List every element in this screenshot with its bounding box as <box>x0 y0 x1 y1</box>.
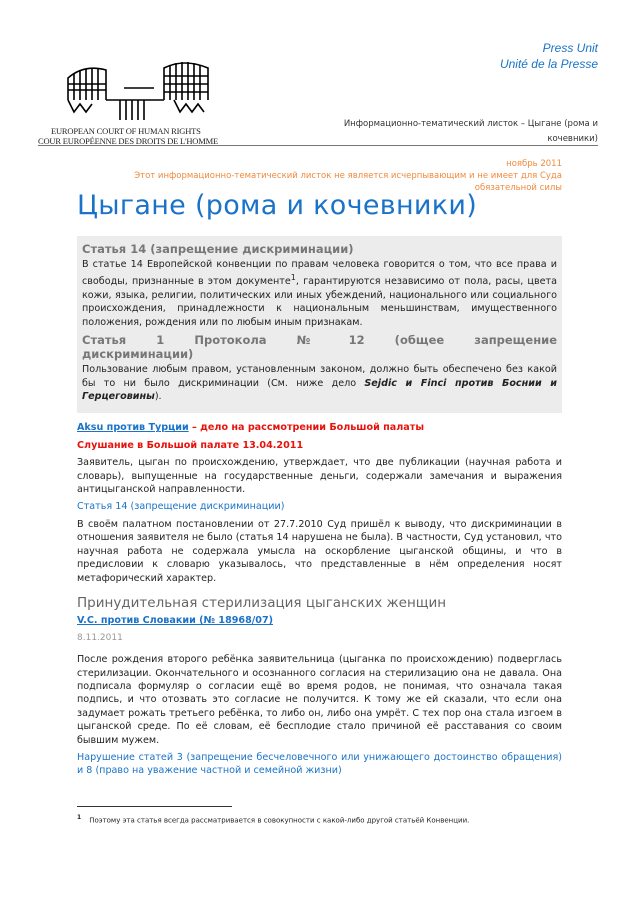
case-violation: Нарушение статей 3 (запрещение бесчеловечного или унижающего достоинство обращения) и 8 (право на уважение частной и семейной жизни) <box>77 751 562 777</box>
case-ruling: В своём палатном постановлении от 27.7.2010 Суд пришёл к выводу, что дискриминации в отношения заявителя не было (статья 14 нарушена не была). В частности, Суд установил, что научная работа не содержала умысла на оскорбление цыганской общины, и что в предисловии к словарю указывалось, что представленные в нём определения носят метафорический характер. <box>77 518 562 584</box>
judgment-date: 8.11.2011 <box>77 632 123 643</box>
main-content <box>77 236 562 782</box>
case-aksu-link[interactable]: Aksu против Турции <box>77 422 189 434</box>
case-facts: После рождения второго ребёнка заявительница (цыганка по происхождению) подверглась стерилизации. Окончательного и осознанного согласия на стерилизацию она не давала. Она подписала формуляр о согласии ещё во время родов, не понимая, что означала такая подпись, и что отозвать это согласие не получится. К тому же ей сказали, что если она задумает рожать третьего ребёнка, то либо он, либо она умрёт. С тех пор она стала изгоем в цыганской среде. По её словам, её бесплодие стало причиной её расставания со своим бывшим мужем. <box>77 654 562 746</box>
case-reference: Sejdic и Finci против Боснии и Герцеговины <box>82 377 557 403</box>
case-facts: Заявитель, цыган по происхождению, утверждает, что две публикации (научная работа и словарь), выпущенные на государственные деньги, содержали замечания и выражения антицыганской направленности. <box>77 457 562 496</box>
press-unit <box>500 40 598 72</box>
protocol12-heading: Статья 1 Протокола № 12 (общее запрещение дискриминации) <box>82 333 557 362</box>
hearing-date: Слушание в Большой палате 13.04.2011 <box>77 439 304 451</box>
case-status: – дело на рассмотрении Большой палаты <box>188 422 424 434</box>
footnote-divider <box>77 806 232 807</box>
case-article: Статья 14 (запрещение дискриминации) <box>77 501 285 513</box>
footnote-number: 1 <box>77 814 82 821</box>
text: ). <box>154 391 162 403</box>
page-title: Цыгане (рома и кочевники) <box>77 190 478 221</box>
press-unit-en: Press Unit <box>542 41 598 55</box>
case-aksu-title <box>77 421 562 434</box>
footnote <box>77 814 469 824</box>
court-name-en: EUROPEAN COURT OF HUMAN RIGHTS <box>51 126 201 136</box>
court-building-icon <box>64 60 214 122</box>
article14-heading: Статья 14 (запрещение дискриминации) <box>82 242 354 256</box>
press-unit-fr: Unité de la Presse <box>499 57 598 71</box>
footnote-text: Поэтому эта статья всегда рассматривается в совокупности с какой-либо другой статьёй Конвенции. <box>89 816 470 825</box>
case-vc-link[interactable]: V.C. против Словакии (№ 18968/07) <box>77 615 274 627</box>
meta <box>77 158 562 194</box>
running-title: Информационно-тематический листок – Цыгане (рома и кочевники) <box>343 119 598 144</box>
issue-date: ноябрь 2011 <box>506 159 562 169</box>
article-box <box>77 236 562 413</box>
text: , гарантируются независимо от пола, расы, цвета кожи, языка, религии, политических или иных убеждений, национального или социального происхождения, принадлежности к национальным меньшинствам, имущественного положения, рождения или по любым иным признакам. <box>82 276 557 328</box>
text: В статье 14 Европейской конвенции по правам человека говорится о том, что все права и свободы, признанные в этом документе <box>82 259 557 288</box>
court-logo <box>38 60 238 146</box>
article14-text <box>82 258 557 329</box>
section-heading: Принудительная стерилизация цыганских женщин <box>77 594 447 611</box>
text: Пользование любым правом, установленным законом, должно быть обеспечено без какой бы то ни было дискриминации (См. ниже дело <box>82 364 557 389</box>
protocol12-text <box>82 363 557 403</box>
court-name-fr: COUR EUROPÉENNE DES DROITS DE L'HOMME <box>38 136 218 146</box>
header-divider <box>38 145 598 146</box>
footnote-ref[interactable]: 1 <box>290 273 296 283</box>
disclaimer: Этот информационно-тематический листок не является исчерпывающим и не имеет для Суда обязательной силы <box>134 171 562 193</box>
